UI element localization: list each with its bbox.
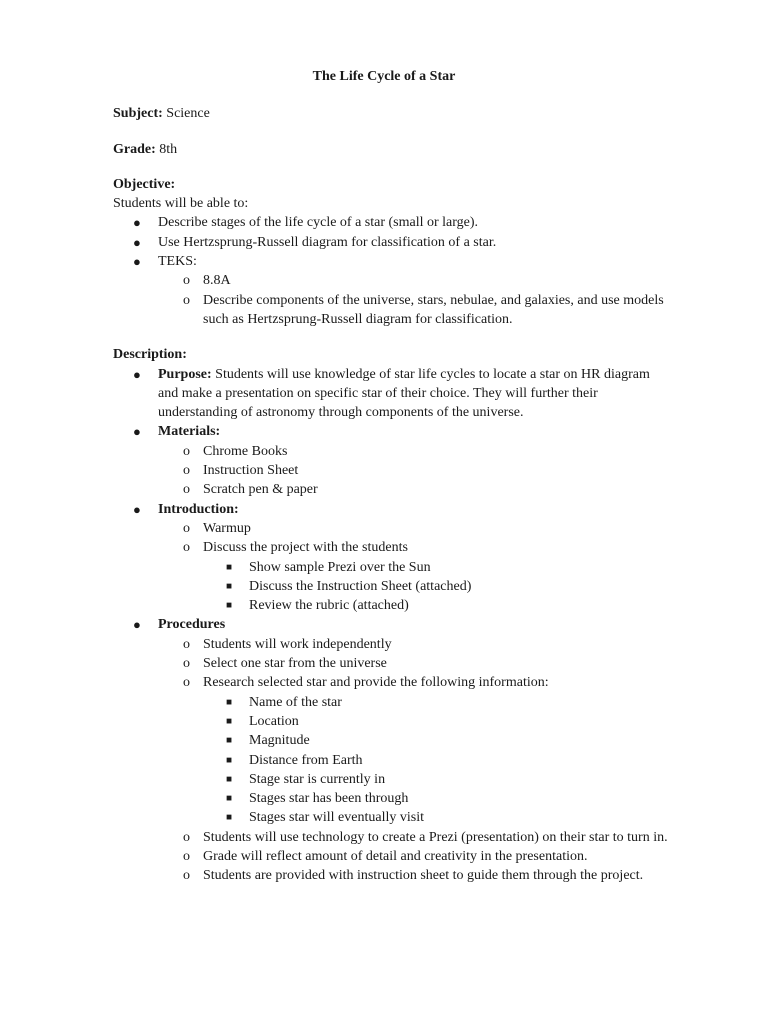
grade-label: Grade: xyxy=(113,141,156,157)
grade-line xyxy=(113,140,673,159)
circle-bullet-icon: o xyxy=(183,540,190,556)
document-page xyxy=(113,67,673,886)
list-item: ■ Stage star is currently in xyxy=(113,770,673,789)
circle-bullet-icon: o xyxy=(183,443,190,459)
list-item: ■ Discuss the Instruction Sheet (attached) xyxy=(113,577,673,596)
circle-bullet-icon: o xyxy=(183,292,190,308)
bullet-icon: ● xyxy=(133,424,141,440)
purpose-label: Purpose: xyxy=(158,366,212,382)
list-item: o Describe components of the universe, stars, nebulae, and galaxies, and use models such as Hertzsprung-Russell diagram for classification. xyxy=(183,292,664,327)
purpose-text: Students will use knowledge of star life cycles to locate a star on HR diagram and make a presentation on specific star of their choice. They will further their understanding of astronomy through components of the universe. xyxy=(158,366,650,421)
square-bullet-icon: ■ xyxy=(226,580,233,592)
circle-bullet-icon: o xyxy=(183,520,190,536)
square-bullet-icon: ■ xyxy=(226,600,233,612)
circle-bullet-icon: o xyxy=(183,273,190,289)
list-item: o Students are provided with instruction sheet to guide them through the project. xyxy=(113,866,673,885)
list-item: ● TEKS: xyxy=(113,252,673,271)
list-item: ■ Name of the star xyxy=(113,693,673,712)
procedures-item: ● Procedures xyxy=(113,615,673,634)
subject-value: Science xyxy=(166,106,210,122)
square-bullet-icon: ■ xyxy=(226,812,233,824)
list-item: o Students will use technology to create a Prezi (presentation) on their star to turn in. xyxy=(113,828,673,847)
list-item: o Warmup xyxy=(113,519,673,538)
materials-item: ● Materials: xyxy=(113,422,673,441)
list-item: ● Describe stages of the life cycle of a star (small or large). xyxy=(113,213,673,232)
subject-line xyxy=(113,104,673,123)
list-item: o Select one star from the universe xyxy=(113,654,673,673)
list-item: o Instruction Sheet xyxy=(113,461,673,480)
bullet-icon: ● xyxy=(133,501,141,517)
circle-bullet-icon: o xyxy=(183,675,190,691)
circle-bullet-icon: o xyxy=(183,656,190,672)
circle-bullet-icon: o xyxy=(183,848,190,864)
circle-bullet-icon: o xyxy=(183,868,190,884)
list-item: o Discuss the project with the students xyxy=(113,538,673,557)
circle-bullet-icon: o xyxy=(183,482,190,498)
document-title: The Life Cycle of a Star xyxy=(312,69,456,84)
introduction-item: ● Introduction: xyxy=(113,500,673,519)
grade-value: 8th xyxy=(159,141,178,157)
circle-bullet-icon: o xyxy=(183,636,190,652)
list-item: ■ Stages star has been through xyxy=(113,789,673,808)
bullet-icon: ● xyxy=(133,366,141,382)
square-bullet-icon: ■ xyxy=(226,793,233,805)
square-bullet-icon: ■ xyxy=(226,773,233,785)
objective-label: Objective: xyxy=(113,176,176,192)
bullet-icon: ● xyxy=(133,234,141,250)
list-item: o Grade will reflect amount of detail and creativity in the presentation. xyxy=(113,847,673,866)
list-item: o Chrome Books xyxy=(113,442,673,461)
list-item: o 8.8A xyxy=(113,271,673,290)
square-bullet-icon: ■ xyxy=(226,735,233,747)
list-item: ■ Show sample Prezi over the Sun xyxy=(113,558,673,577)
subject-label: Subject: xyxy=(113,106,163,122)
bullet-icon: ● xyxy=(133,215,141,231)
square-bullet-icon: ■ xyxy=(226,754,233,766)
square-bullet-icon: ■ xyxy=(226,696,233,708)
list-item: ■ Magnitude xyxy=(113,731,673,750)
list-item: ■ Stages star will eventually visit xyxy=(113,808,673,827)
objective-intro: Students will be able to: xyxy=(113,196,249,212)
list-item: o Scratch pen & paper xyxy=(113,480,673,499)
square-bullet-icon: ■ xyxy=(226,561,233,573)
bullet-icon: ● xyxy=(133,617,141,633)
list-item: ● Use Hertzsprung-Russell diagram for classification of a star. xyxy=(113,233,673,252)
circle-bullet-icon: o xyxy=(183,463,190,479)
list-item: ■ Review the rubric (attached) xyxy=(113,596,673,615)
list-item: ■ Location xyxy=(113,712,673,731)
description-label: Description: xyxy=(113,347,187,363)
list-item: o Students will work independently xyxy=(113,635,673,654)
objective-section xyxy=(113,175,673,329)
bullet-icon: ● xyxy=(133,254,141,270)
list-item: ■ Distance from Earth xyxy=(113,751,673,770)
circle-bullet-icon: o xyxy=(183,829,190,845)
description-section xyxy=(113,345,673,885)
purpose-item xyxy=(113,365,673,423)
square-bullet-icon: ■ xyxy=(226,715,233,727)
list-item: o Research selected star and provide the following information: xyxy=(113,673,673,692)
